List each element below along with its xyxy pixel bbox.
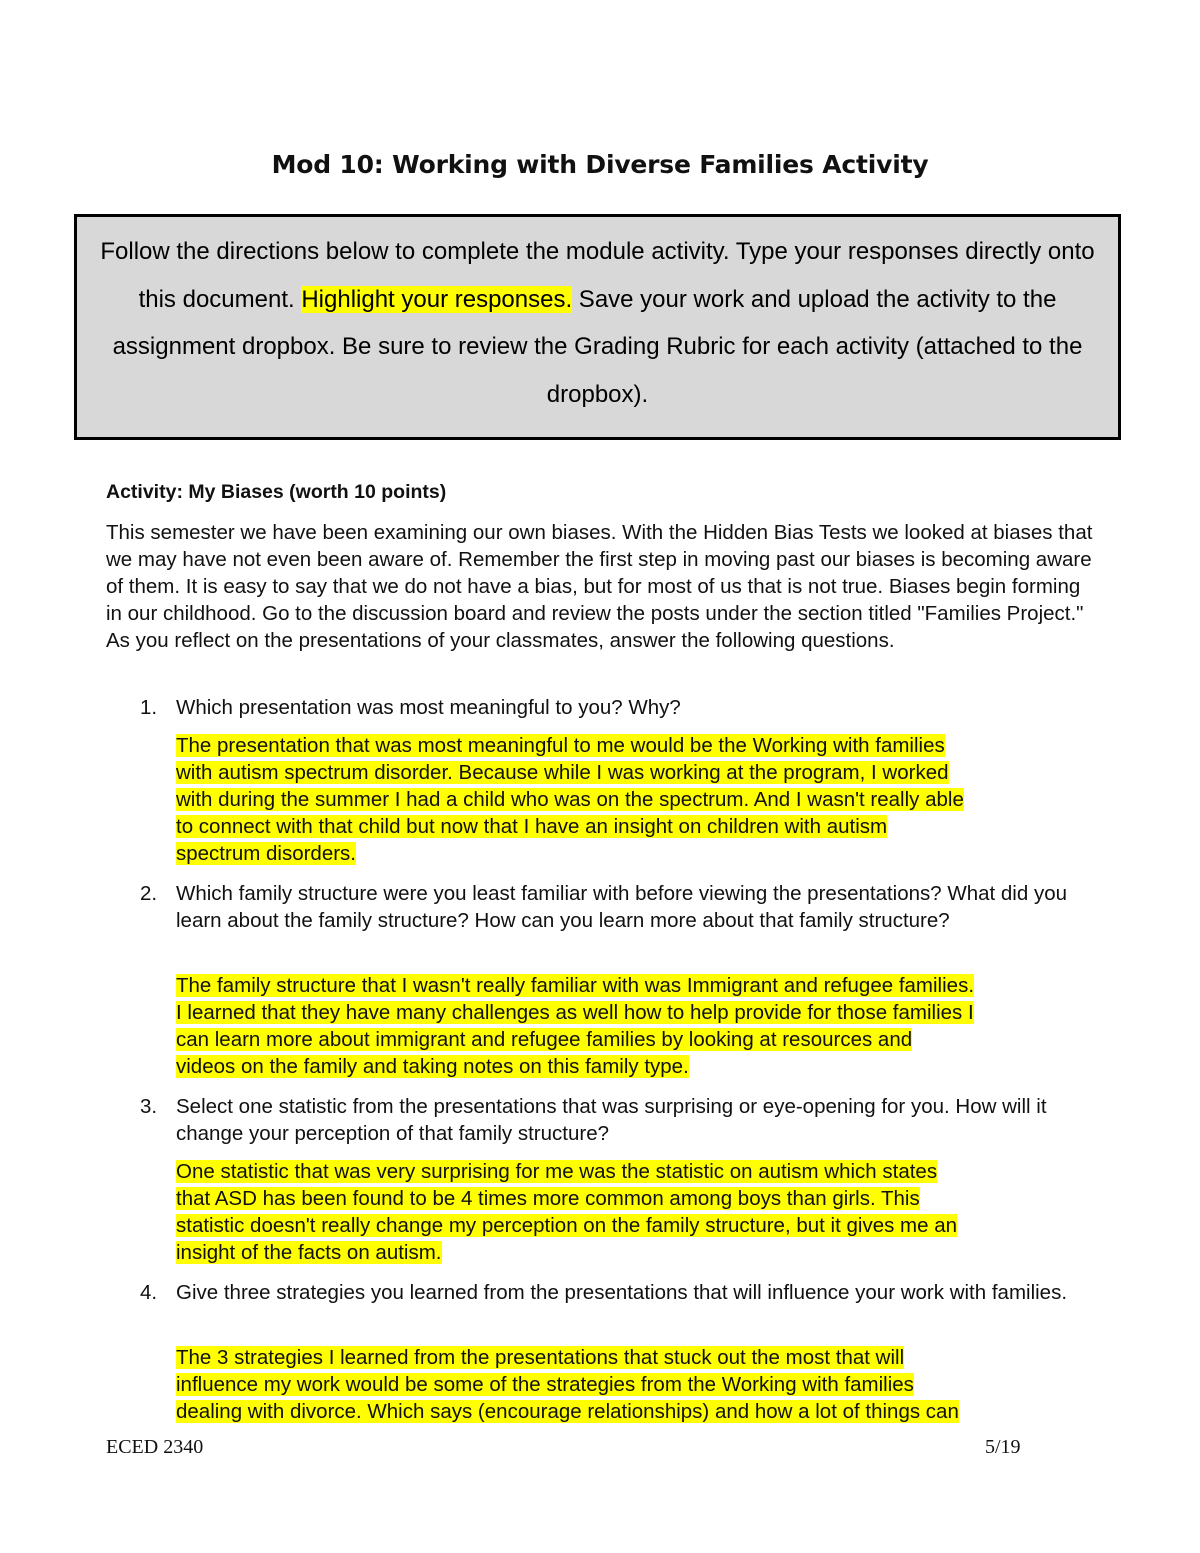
question-number: 4. xyxy=(140,1281,158,1304)
answer-line: The 3 strategies I learned from the presentations that stuck out the most that will xyxy=(176,1346,905,1369)
answer-line: videos on the family and taking notes on this family type. xyxy=(176,1055,689,1078)
answer-line: statistic doesn't really change my perception on the family structure, but it gives me an xyxy=(176,1214,958,1237)
directions-text xyxy=(99,228,1096,418)
answer-line: The presentation that was most meaningful to me would be the Working with families xyxy=(176,734,945,757)
answer-line: with autism spectrum disorder. Because while I was working at the program, I worked xyxy=(176,761,949,784)
page-title: Mod 10: Working with Diverse Families Activity xyxy=(271,149,929,179)
answer-line: with during the summer I had a child who was on the spectrum. And I wasn't really able xyxy=(176,788,964,811)
directions-text-part2: Save your work and upload the activity to the assignment dropbox. Be sure to review the Grading Rubric for each activity (attached to the dropbox). xyxy=(112,285,1083,408)
answer-line: insight of the facts on autism. xyxy=(176,1241,442,1264)
directions-box xyxy=(74,214,1121,440)
answer-line: that ASD has been found to be 4 times more common among boys than girls. This xyxy=(176,1187,920,1210)
activity-intro: This semester we have been examining our own biases. With the Hidden Bias Tests we looked at biases that we may have not even been aware of. Remember the first step in moving past our biases is becoming aware of them. It is easy to say that we do not have a bias, but for most of us that is not true. Biases begin forming in our childhood. Go to the discussion board and review the posts under the section titled "Families Project." As you reflect on the presentations of your classmates, answer the following questions. xyxy=(106,521,1093,652)
question-text: Give three strategies you learned from the presentations that will influence your work with families. xyxy=(176,1281,1068,1304)
activity-heading: Activity: My Biases (worth 10 points) xyxy=(106,481,447,503)
answer-line: spectrum disorders. xyxy=(176,842,357,865)
answer-line: influence my work would be some of the strategies from the Working with families xyxy=(176,1373,914,1396)
question-number: 1. xyxy=(140,696,158,719)
question-text: Which family structure were you least familiar with before viewing the presentations? What did you learn about the family structure? How can you learn more about that family structure? xyxy=(176,882,1068,932)
answer-3 xyxy=(176,1158,1106,1266)
answer-2 xyxy=(176,972,1106,1080)
question-text: Select one statistic from the presentations that was surprising or eye-opening for you. How will it change your perception of that family structure? xyxy=(176,1095,1047,1145)
answer-line: One statistic that was very surprising for me was the statistic on autism which states xyxy=(176,1160,938,1183)
directions-highlight-text: Highlight your responses. xyxy=(301,285,573,313)
question-number: 2. xyxy=(140,882,158,905)
answer-line: to connect with that child but now that I have an insight on children with autism xyxy=(176,815,888,838)
answer-line: can learn more about immigrant and refugee families by looking at resources and xyxy=(176,1028,913,1051)
answer-line: I learned that they have many challenges as well how to help provide for those families I xyxy=(176,1001,974,1024)
answer-1 xyxy=(176,732,1106,867)
footer-page-number: 5/19 xyxy=(985,1436,1021,1458)
footer-course: ECED 2340 xyxy=(106,1436,204,1458)
answer-4 xyxy=(176,1344,1106,1425)
directions-text-part1: Follow the directions below to complete the module activity. Type your responses directly onto this document. xyxy=(100,238,1095,313)
answer-line: The family structure that I wasn't really familiar with was Immigrant and refugee families. xyxy=(176,974,975,997)
question-text: Which presentation was most meaningful to you? Why? xyxy=(176,696,681,719)
answer-line: dealing with divorce. Which says (encourage relationships) and how a lot of things can xyxy=(176,1400,959,1423)
question-number: 3. xyxy=(140,1095,158,1118)
